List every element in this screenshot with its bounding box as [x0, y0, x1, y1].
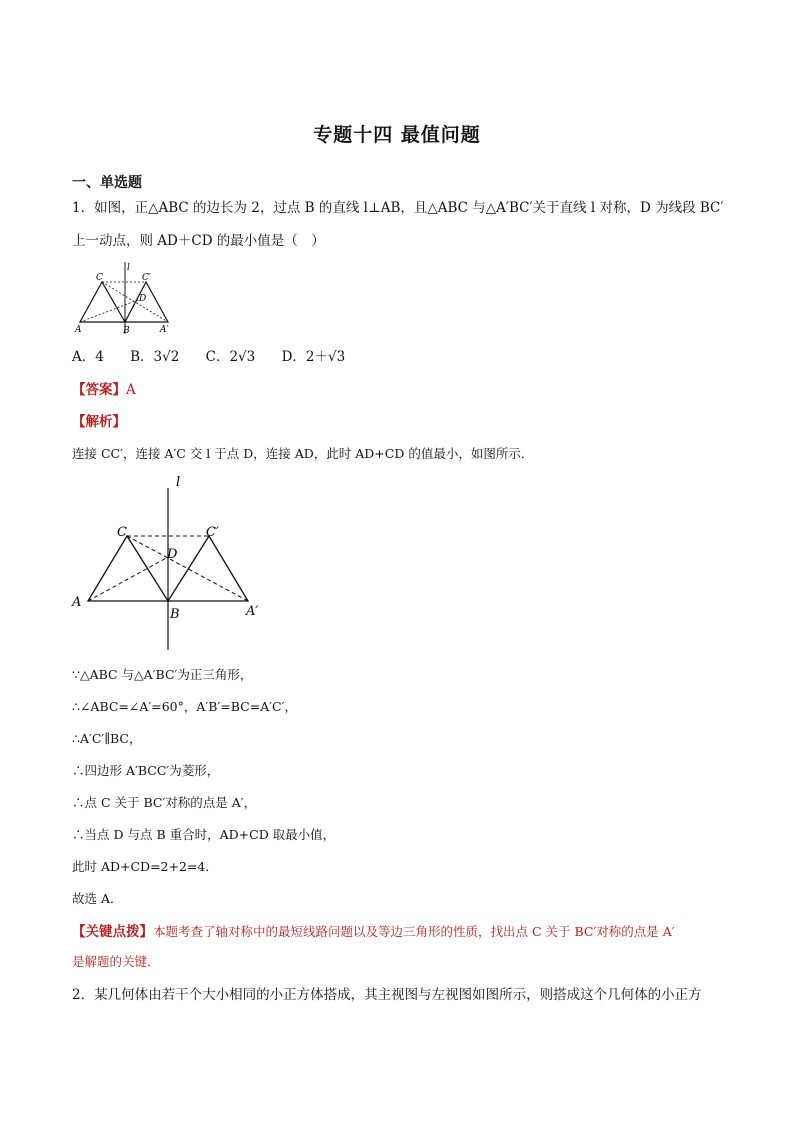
segment-ad — [80, 300, 138, 322]
label-c: C — [117, 525, 127, 540]
step-2: ∴∠ABC=∠A′=60°，A′B′=BC=A′C′， — [72, 699, 297, 714]
section-heading: 一、单选题 — [72, 175, 142, 191]
step-5: ∴点 C 关于 BC′对称的点是 A′， — [72, 795, 257, 810]
page-title: 专题十四 最值问题 — [313, 124, 481, 146]
option-d: D．2＋√3 — [281, 349, 346, 365]
label-b: B — [123, 326, 130, 336]
analysis-tag-row — [72, 412, 126, 432]
label-d: D — [139, 294, 147, 304]
answer-value: A — [126, 382, 136, 398]
option-b: B．3√2 — [130, 349, 180, 365]
label-l: l — [176, 475, 181, 490]
step-3: ∴A′C′∥BC， — [72, 731, 142, 746]
label-d: D — [167, 547, 178, 562]
label-l: l — [127, 263, 130, 273]
label-a: A — [75, 325, 82, 335]
question-1-line-2: 上一动点，则 AD＋CD 的最小值是（ ） — [72, 233, 325, 249]
label-a-prime: A′ — [160, 325, 169, 335]
label-b: B — [170, 607, 180, 622]
segment-ad — [88, 557, 168, 601]
step-4: ∴四边形 A′BCC′为菱形， — [72, 763, 220, 778]
triangle-abc — [80, 282, 125, 322]
triangle-a-prime-b-c-prime — [168, 536, 248, 601]
question-1-solution-figure — [66, 474, 276, 654]
label-a-prime: A′ — [246, 604, 259, 619]
analysis-intro: 连接 CC′，连接 A′C 交 l 于点 D，连接 AD，此时 AD+CD 的值最小，如图所示． — [72, 446, 534, 461]
option-c: C．2√3 — [205, 349, 256, 365]
triangle-a-prime-b-c-prime — [125, 282, 168, 322]
step-7: 此时 AD+CD=2+2=4． — [72, 859, 218, 874]
question-1-line-1: 1．如图，正△ABC 的边长为 2，过点 B 的直线 l⊥AB，且△ABC 与△A′BC′关于直线 l 对称，D 为线段 BC′ — [72, 200, 724, 216]
question-2-line-1: 2．某几何体由若干个大小相同的小正方体搭成，其主视图与左视图如图所示，则搭成这个几何体的小正方 — [72, 987, 702, 1003]
analysis-tag: 【解析】 — [72, 414, 126, 430]
segment-c-a-prime — [127, 536, 248, 601]
label-c-prime: C′ — [142, 273, 151, 283]
label-c-prime: C′ — [206, 525, 219, 540]
keypoint-tag: 【关键点拨】 — [72, 924, 153, 940]
answer-tag: 【答案】 — [72, 382, 126, 398]
question-1-options — [72, 347, 367, 367]
option-a: A．4 — [72, 349, 104, 365]
step-6: ∴当点 D 与点 B 重合时，AD+CD 取最小值， — [72, 827, 336, 842]
answer-row — [72, 380, 136, 400]
question-1-small-figure — [70, 260, 180, 336]
keypoint-line-2: 是解题的关键． — [72, 954, 160, 969]
label-c: C — [96, 273, 103, 283]
triangle-abc — [88, 536, 168, 601]
step-8: 故选 A． — [72, 891, 123, 906]
keypoint-line-1 — [72, 923, 675, 941]
step-1: ∵△ABC 与△A′BC′为正三角形， — [72, 667, 253, 682]
label-a: A — [72, 595, 82, 610]
keypoint-text: 本题考查了轴对称中的最短线路问题以及等边三角形的性质，找出点 C 关于 BC′对称的点是 A′ — [153, 924, 675, 939]
